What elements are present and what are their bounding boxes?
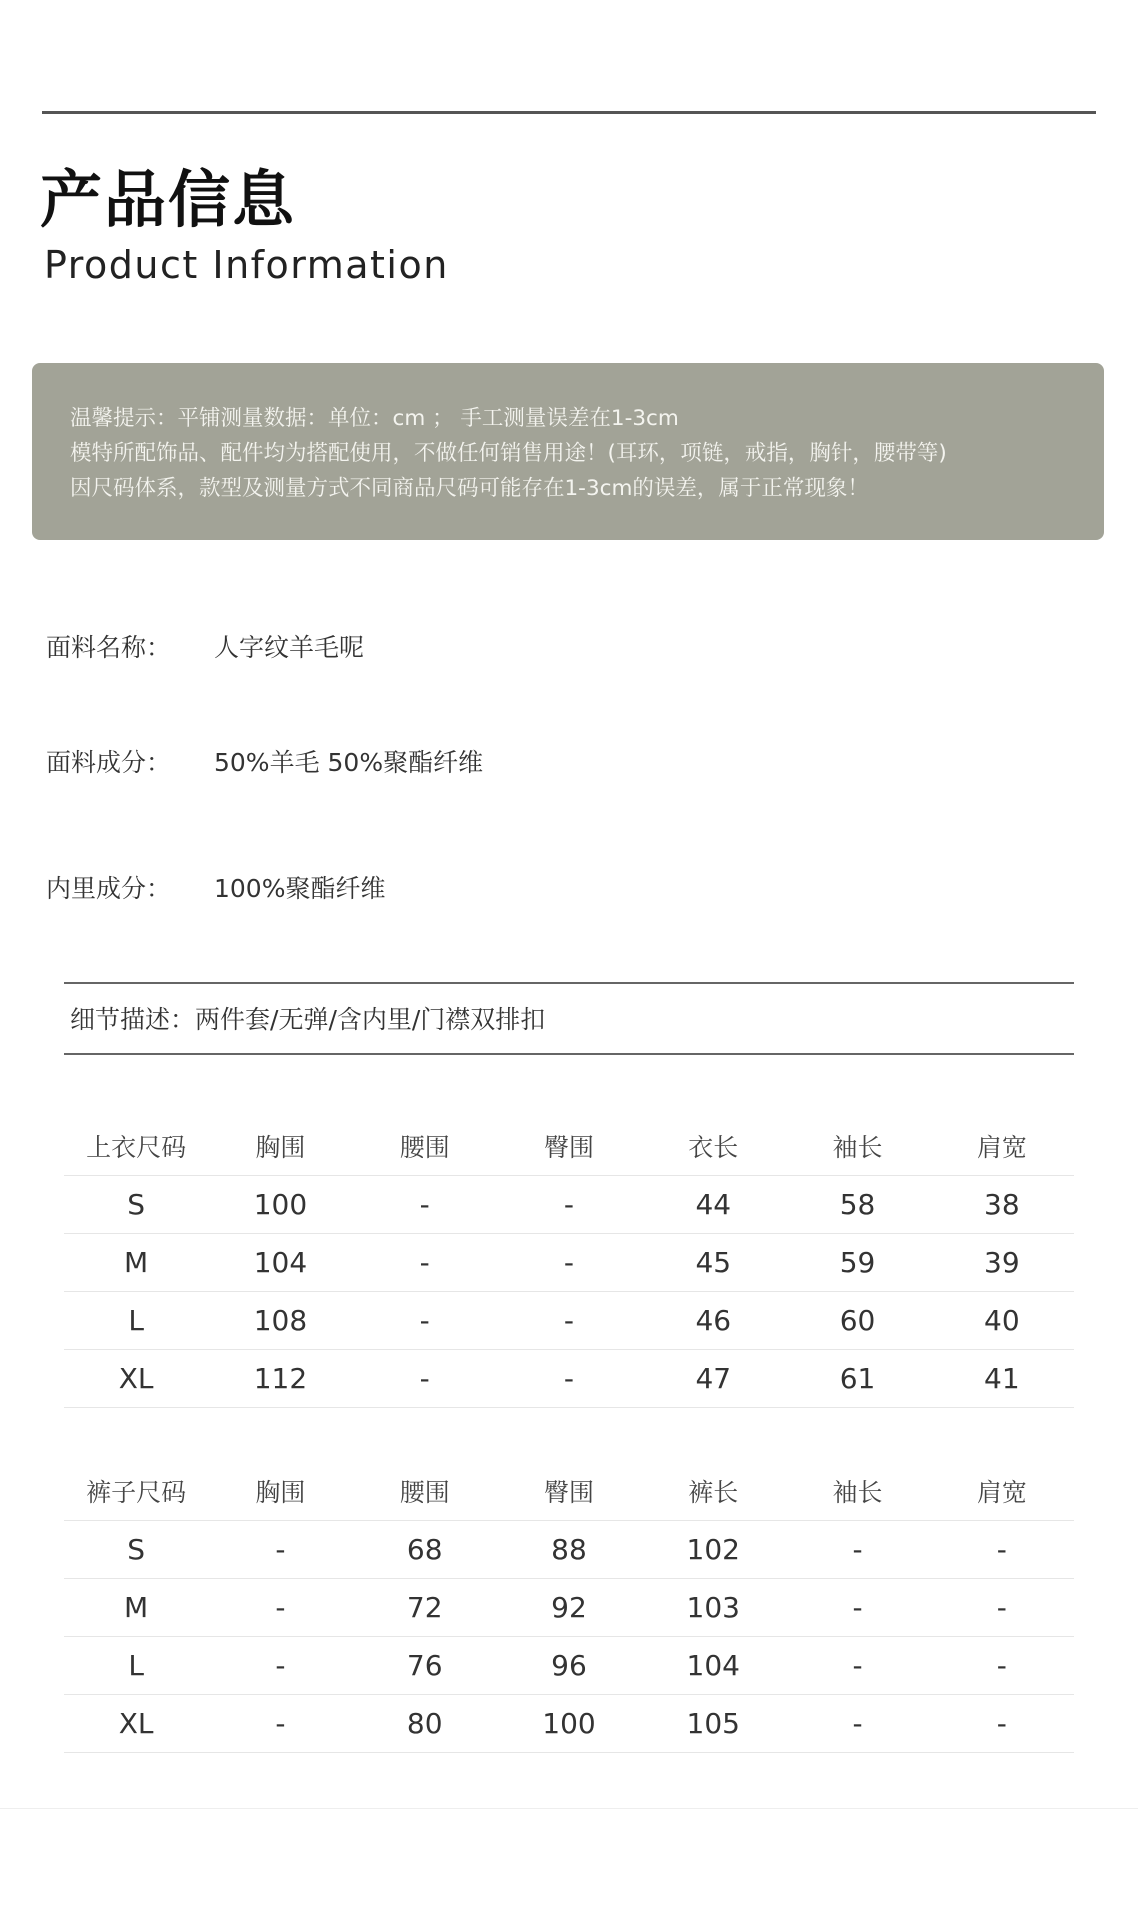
detail-value: 两件套/无弹/含内里/门襟双排扣 (195, 1005, 546, 1034)
table-header-row (64, 1462, 1074, 1521)
measure-cell: - (785, 1521, 929, 1579)
measure-cell: 108 (208, 1292, 352, 1350)
size-cell: XL (64, 1695, 208, 1753)
measure-cell: 58 (785, 1176, 929, 1234)
column-header: 衣长 (688, 1133, 739, 1162)
column-header: 袖长 (832, 1133, 883, 1162)
spec-label: 面料成分： (46, 748, 172, 777)
column-header: 肩宽 (976, 1478, 1027, 1507)
measure-cell: - (353, 1176, 497, 1234)
measure-cell: 76 (353, 1637, 497, 1695)
measure-cell: 92 (497, 1579, 641, 1637)
measure-cell: - (930, 1579, 1074, 1637)
size-cell: L (64, 1637, 208, 1695)
measure-cell: - (930, 1521, 1074, 1579)
column-header: 腰围 (399, 1478, 450, 1507)
measure-cell: 60 (785, 1292, 929, 1350)
measure-cell: - (785, 1579, 929, 1637)
spec-lining-composition (46, 869, 385, 905)
column-header: 裤长 (688, 1478, 739, 1507)
top-divider (42, 111, 1096, 114)
notice-line: 模特所配饰品、配件均为搭配使用，不做任何销售用途！(耳环，项链，戒指，胸针，腰带等) (70, 441, 947, 466)
notice-box (32, 363, 1104, 540)
column-header: 臀围 (543, 1133, 594, 1162)
pants-size-table (64, 1462, 1074, 1753)
measure-cell: 61 (785, 1350, 929, 1408)
measure-cell: - (353, 1234, 497, 1292)
spec-label: 内里成分： (46, 874, 172, 903)
page-subtitle: Product Information (44, 243, 449, 287)
measure-cell: 47 (641, 1350, 785, 1408)
table-header-row (64, 1117, 1074, 1176)
table-row (64, 1350, 1074, 1408)
measure-cell: 88 (497, 1521, 641, 1579)
spec-fabric-composition (46, 743, 483, 779)
measure-cell: 105 (641, 1695, 785, 1753)
table-row (64, 1292, 1074, 1350)
page-title: 产品信息 (40, 163, 297, 236)
measure-cell: 100 (208, 1176, 352, 1234)
measure-cell: 38 (930, 1176, 1074, 1234)
measure-cell: 41 (930, 1350, 1074, 1408)
measure-cell: 104 (208, 1234, 352, 1292)
measure-cell: 40 (930, 1292, 1074, 1350)
table-row (64, 1521, 1074, 1579)
notice-line: 因尺码体系，款型及测量方式不同商品尺码可能存在1-3cm的误差，属于正常现象！ (70, 476, 869, 501)
measure-cell: - (208, 1579, 352, 1637)
measure-cell: 104 (641, 1637, 785, 1695)
detail-label: 细节描述： (70, 1005, 196, 1034)
measure-cell: 68 (353, 1521, 497, 1579)
column-header: 裤子尺码 (86, 1478, 187, 1507)
size-cell: S (64, 1176, 208, 1234)
table-row (64, 1234, 1074, 1292)
measure-cell: - (785, 1637, 929, 1695)
measure-cell: 46 (641, 1292, 785, 1350)
measure-cell: 39 (930, 1234, 1074, 1292)
measure-cell: - (497, 1350, 641, 1408)
measure-cell: 80 (353, 1695, 497, 1753)
spec-value: 100%聚酯纤维 (214, 874, 386, 903)
column-header: 臀围 (543, 1478, 594, 1507)
measure-cell: 72 (353, 1579, 497, 1637)
column-header: 上衣尺码 (86, 1133, 187, 1162)
detail-divider-top (64, 982, 1074, 984)
table-row (64, 1579, 1074, 1637)
table-row (64, 1176, 1074, 1234)
size-cell: M (64, 1579, 208, 1637)
measure-cell: - (208, 1521, 352, 1579)
column-header: 胸围 (255, 1133, 306, 1162)
column-header: 腰围 (399, 1133, 450, 1162)
spec-label: 面料名称： (46, 633, 172, 662)
measure-cell: 103 (641, 1579, 785, 1637)
top-size-table (64, 1117, 1074, 1408)
size-cell: L (64, 1292, 208, 1350)
measure-cell: - (208, 1637, 352, 1695)
measure-cell: 100 (497, 1695, 641, 1753)
measure-cell: 44 (641, 1176, 785, 1234)
table-row (64, 1637, 1074, 1695)
measure-cell: - (353, 1292, 497, 1350)
notice-line: 温馨提示：平铺测量数据：单位：cm ； 手工测量误差在1-3cm (70, 406, 679, 431)
measure-cell: 102 (641, 1521, 785, 1579)
measure-cell: - (208, 1695, 352, 1753)
measure-cell: - (497, 1292, 641, 1350)
size-cell: XL (64, 1350, 208, 1408)
measure-cell: - (930, 1637, 1074, 1695)
detail-divider-bottom (64, 1053, 1074, 1055)
size-cell: M (64, 1234, 208, 1292)
measure-cell: 45 (641, 1234, 785, 1292)
measure-cell: - (353, 1350, 497, 1408)
size-cell: S (64, 1521, 208, 1579)
measure-cell: - (497, 1234, 641, 1292)
spec-value: 50%羊毛 50%聚酯纤维 (214, 748, 484, 777)
measure-cell: 96 (497, 1637, 641, 1695)
column-header: 胸围 (255, 1478, 306, 1507)
spec-fabric-name (46, 628, 364, 664)
measure-cell: 112 (208, 1350, 352, 1408)
column-header: 袖长 (832, 1478, 883, 1507)
measure-cell: - (785, 1695, 929, 1753)
spec-value: 人字纹羊毛呢 (214, 633, 365, 662)
measure-cell: 59 (785, 1234, 929, 1292)
measure-cell: - (497, 1176, 641, 1234)
measure-cell: - (930, 1695, 1074, 1753)
column-header: 肩宽 (976, 1133, 1027, 1162)
bottom-divider (0, 1808, 1138, 1809)
table-row (64, 1695, 1074, 1753)
detail-description (70, 1000, 545, 1036)
